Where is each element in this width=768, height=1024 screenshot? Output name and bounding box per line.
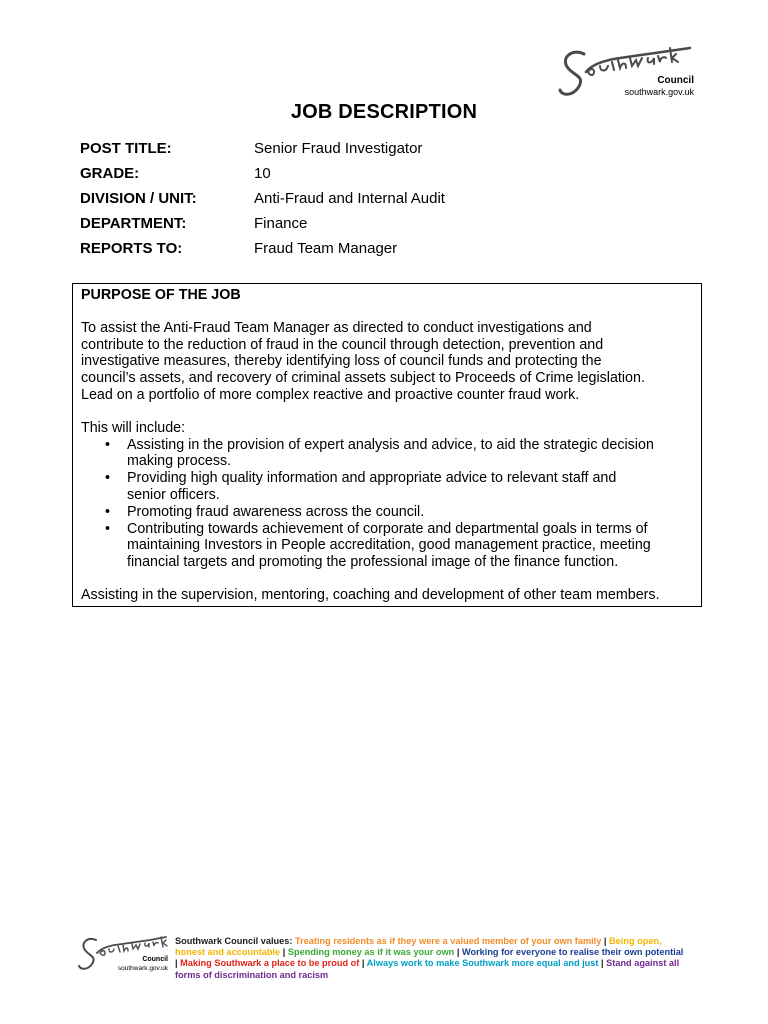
purpose-line: Lead on a portfolio of more complex reactive and proactive counter fraud work. xyxy=(81,386,580,403)
values-segment: Treating residents as if they were a valued member of your own family xyxy=(294,936,602,946)
values-segment: forms of discrimination and racism xyxy=(175,969,329,980)
logo-url-text: southwark.gov.uk xyxy=(624,87,694,97)
values-segment: Being open, xyxy=(609,936,662,946)
footer-logo-council-text: Council xyxy=(142,956,168,963)
values-segment: Spending money as if it was your own xyxy=(287,947,455,958)
detail-label: POST TITLE: xyxy=(80,140,172,157)
list-item xyxy=(81,504,693,521)
purpose-line: To assist the Anti-Fraud Team Manager as directed to conduct investigations and xyxy=(81,319,592,336)
values-line xyxy=(175,936,690,947)
values-line xyxy=(175,947,690,958)
detail-value: Anti-Fraud and Internal Audit xyxy=(254,190,445,207)
values-segment: honest and accountable xyxy=(175,947,281,958)
list-item-line: Promoting fraud awareness across the council. xyxy=(127,503,425,520)
purpose-closing: Assisting in the supervision, mentoring, coaching and development of other team members. xyxy=(81,586,660,603)
purpose-intro: This will include: xyxy=(81,419,186,436)
list-item-line: financial targets and promoting the professional image of the finance function. xyxy=(127,554,619,571)
purpose-heading: PURPOSE OF THE JOB xyxy=(81,287,241,303)
values-segment: Always work to make Southwark more equal and just xyxy=(366,958,599,969)
list-item-line: Assisting in the provision of expert analysis and advice, to aid the strategic decision xyxy=(127,436,654,453)
detail-label: DIVISION / UNIT: xyxy=(80,190,197,207)
values-segment: | xyxy=(280,947,288,958)
detail-value: Fraud Team Manager xyxy=(254,240,398,257)
bullet-icon: • xyxy=(105,470,111,487)
page-title: JOB DESCRIPTION xyxy=(290,101,478,123)
bullet-icon: • xyxy=(105,503,111,520)
list-item xyxy=(81,437,693,471)
detail-value: 10 xyxy=(254,165,271,182)
footer-southwark-logo xyxy=(78,932,170,978)
detail-label: GRADE: xyxy=(80,165,140,182)
values-segment: Working for everyone to realise their own potential xyxy=(461,947,684,958)
purpose-section xyxy=(72,283,702,607)
bullet-icon: • xyxy=(105,520,111,537)
council-values xyxy=(175,936,690,981)
duties-list xyxy=(81,437,693,571)
list-item-line: senior officers. xyxy=(127,486,220,503)
detail-value: Senior Fraud Investigator xyxy=(254,140,423,157)
list-item xyxy=(81,521,693,571)
values-segment: | xyxy=(454,947,462,958)
detail-value: Finance xyxy=(254,215,308,232)
list-item-line: making process. xyxy=(127,453,232,470)
detail-label: REPORTS TO: xyxy=(80,240,183,257)
list-item-line: Contributing towards achievement of corporate and departmental goals in terms of xyxy=(127,520,648,537)
values-segment: Southwark Council values: xyxy=(175,936,295,946)
values-line xyxy=(175,970,690,981)
values-segment: Making Southwark a place to be proud of xyxy=(180,958,360,969)
purpose-line: contribute to the reduction of fraud in the council through detection, prevention and xyxy=(81,336,604,353)
bullet-icon: • xyxy=(105,436,111,453)
list-item xyxy=(81,470,693,504)
values-segment: | xyxy=(175,958,181,969)
purpose-line: investigative measures, thereby identifying loss of council funds and protecting the xyxy=(81,353,602,370)
logo-council-text: Council xyxy=(657,75,694,86)
values-segment: | xyxy=(359,958,367,969)
southwark-logo xyxy=(558,42,698,104)
values-segment: Stand against all xyxy=(606,958,680,969)
list-item-line: Providing high quality information and appropriate advice to relevant staff and xyxy=(127,470,617,487)
values-line xyxy=(175,958,690,969)
detail-label: DEPARTMENT: xyxy=(80,215,187,232)
footer-logo-url-text: southwark.gov.uk xyxy=(117,965,168,972)
values-segment: | xyxy=(601,936,610,946)
purpose-line: council’s assets, and recovery of criminal assets subject to Proceeds of Crime legislation. xyxy=(81,370,645,387)
values-segment: | xyxy=(598,958,607,969)
list-item-line: maintaining Investors in People accreditation, good management practice, meeting xyxy=(127,537,651,554)
